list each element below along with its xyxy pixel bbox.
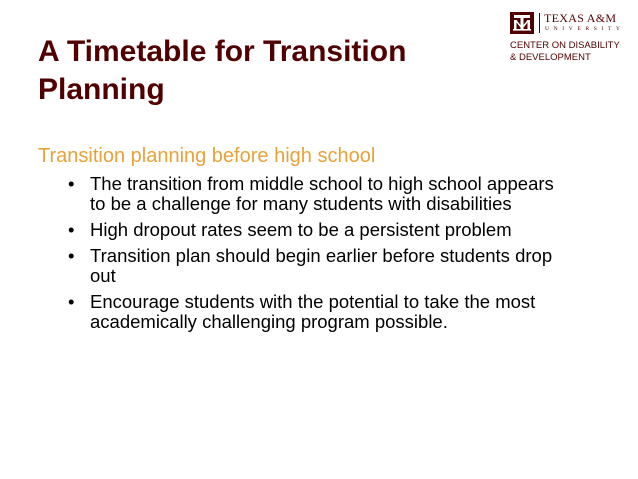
logo-center-line2: & DEVELOPMENT	[510, 51, 591, 63]
bullet-icon: •	[68, 245, 75, 266]
bullet-text: High dropout rates seem to be a persistent problem	[90, 219, 512, 240]
logo-center-name	[510, 40, 620, 63]
logo-wordmark	[510, 12, 635, 36]
atm-logo-icon	[510, 12, 534, 34]
bullet-icon: •	[68, 291, 75, 312]
texas-am-logo	[510, 12, 635, 64]
bullet-list	[68, 174, 568, 338]
slide-subtitle: Transition planning before high school	[38, 145, 376, 167]
bullet-icon: •	[68, 173, 75, 194]
bullet-text: Transition plan should begin earlier before students drop out	[90, 245, 553, 286]
slide-title: A Timetable for Transition Planning	[38, 35, 407, 106]
bullet-text: The transition from middle school to high school appears to be a challenge for many students with disabilities	[90, 173, 554, 214]
bullet-text: Encourage students with the potential to take the most academically challenging program possible.	[90, 291, 536, 332]
logo-divider	[539, 13, 540, 33]
list-item	[68, 220, 568, 240]
list-item	[68, 174, 568, 214]
logo-university: UNIVERSITY	[545, 26, 625, 32]
logo-name: TEXAS A&M	[544, 11, 617, 25]
list-item	[68, 246, 568, 286]
bullet-icon: •	[68, 219, 75, 240]
list-item	[68, 292, 568, 332]
logo-center-line1: CENTER ON DISABILITY	[510, 40, 620, 51]
